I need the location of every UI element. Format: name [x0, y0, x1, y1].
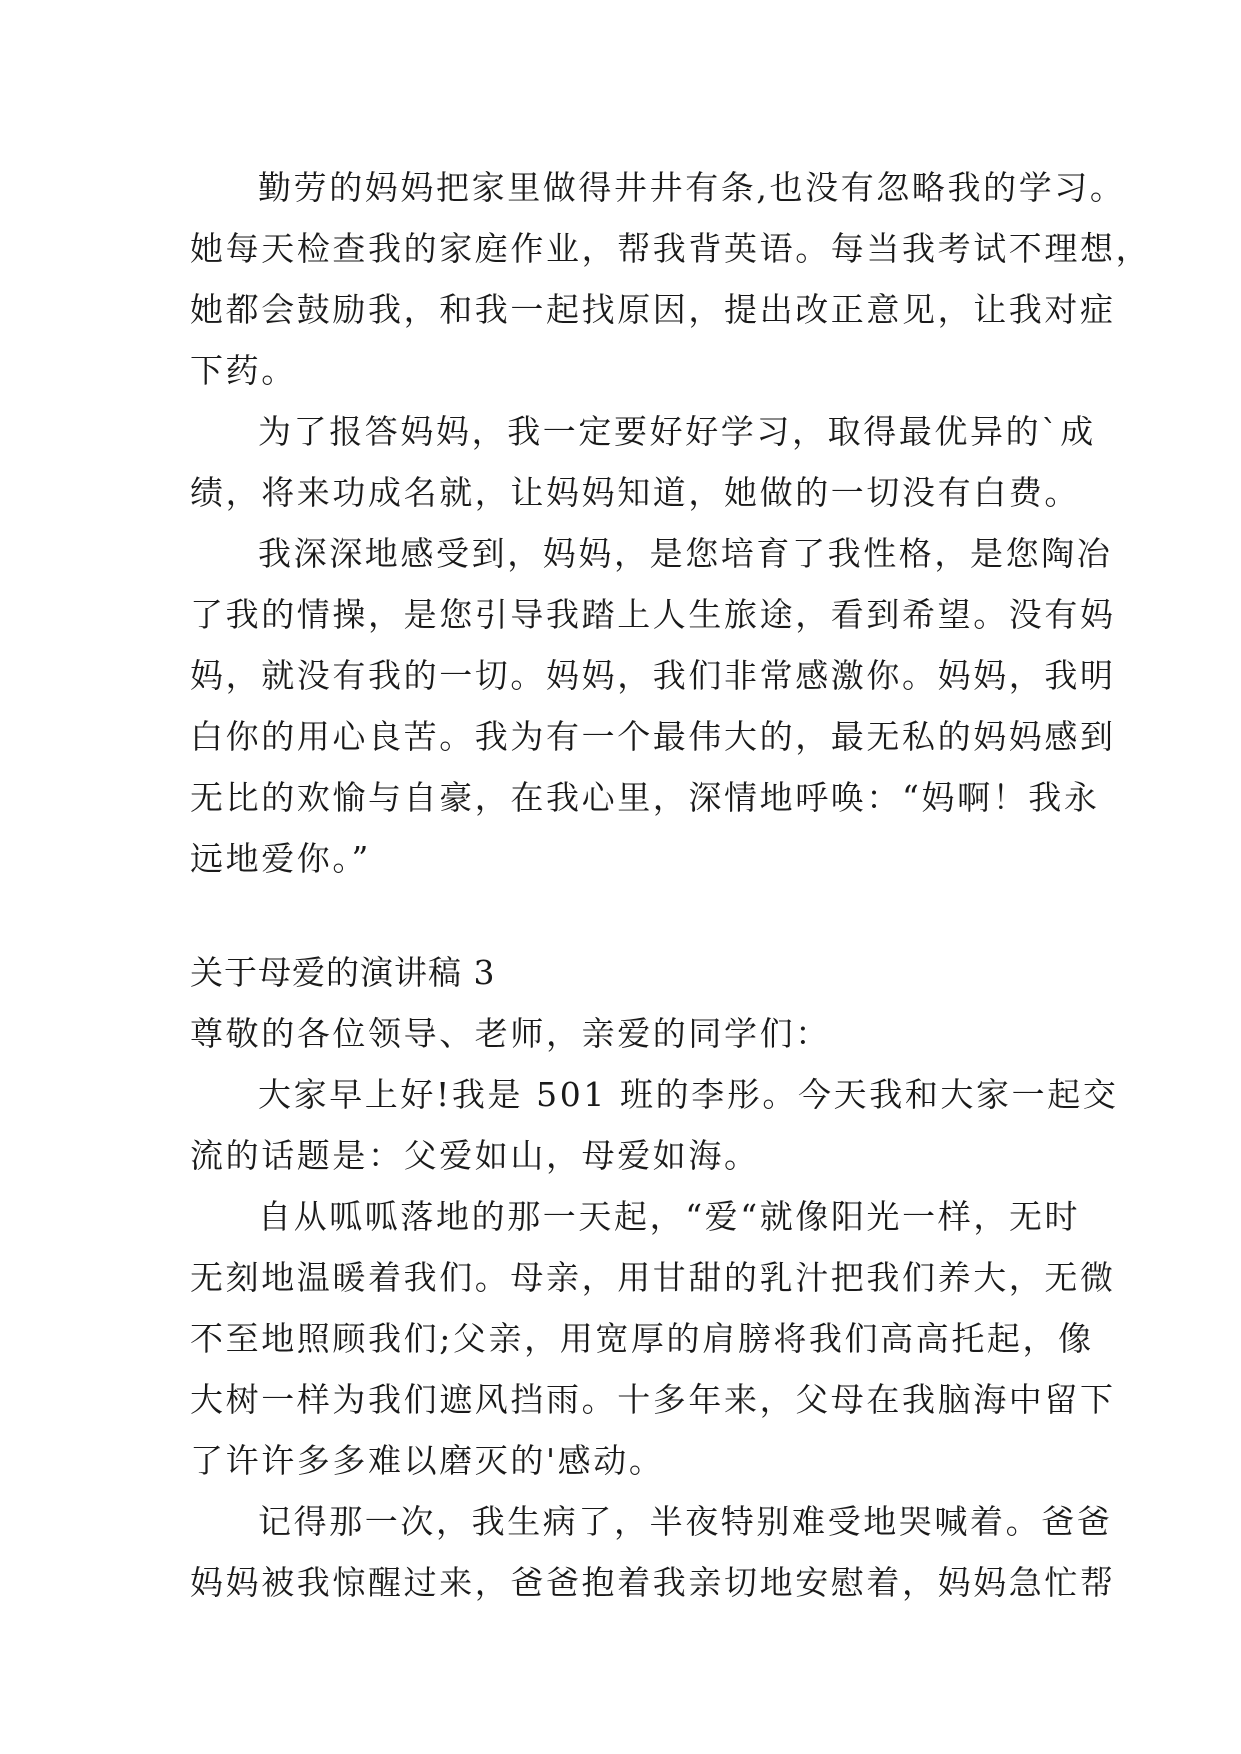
paragraph-6-line-2: 妈妈被我惊醒过来，爸爸抱着我亲切地安慰着，妈妈急忙帮 [190, 1563, 1116, 1602]
paragraph-5-line-1: 自从呱呱落地的那一天起，“爱“就像阳光一样，无时 [258, 1197, 1081, 1236]
paragraph-6-line-1: 记得那一次，我生病了，半夜特别难受地哭喊着。爸爸 [258, 1502, 1113, 1541]
paragraph-3-line-6: 远地爱你。” [190, 839, 371, 878]
paragraph-1-line-4: 下药。 [190, 351, 297, 390]
paragraph-3-line-5: 无比的欢愉与自豪，在我心里，深情地呼唤：“妈啊！我永 [190, 778, 1100, 817]
paragraph-1-line-1: 勤劳的妈妈把家里做得井井有条,也没有忽略我的学习。 [258, 168, 1126, 207]
paragraph-1-line-3: 她都会鼓励我，和我一起找原因，提出改正意见，让我对症 [190, 290, 1116, 329]
paragraph-5-line-3: 不至地照顾我们;父亲，用宽厚的肩膀将我们高高托起，像 [190, 1319, 1094, 1358]
paragraph-5-line-5: 了许许多多难以磨灭的'感动。 [190, 1441, 665, 1480]
paragraph-3-line-3: 妈，就没有我的一切。妈妈，我们非常感激你。妈妈，我明 [190, 656, 1116, 695]
paragraph-2-line-2: 绩，将来功成名就，让妈妈知道，她做的一切没有白费。 [190, 473, 1080, 512]
salutation: 尊敬的各位领导、老师，亲爱的同学们： [190, 1014, 831, 1053]
paragraph-3-line-1: 我深深地感受到，妈妈，是您培育了我性格，是您陶冶 [258, 534, 1113, 573]
paragraph-5-line-4: 大树一样为我们遮风挡雨。十多年来，父母在我脑海中留下 [190, 1380, 1116, 1419]
paragraph-1-line-2: 她每天检查我的家庭作业，帮我背英语。每当我考试不理想， [190, 229, 1152, 268]
paragraph-2-line-1: 为了报答妈妈，我一定要好好学习，取得最优异的`成 [258, 412, 1096, 451]
paragraph-4-line-2: 流的话题是：父爱如山，母爱如海。 [190, 1136, 760, 1175]
paragraph-3-line-4: 白你的用心良苦。我为有一个最伟大的，最无私的妈妈感到 [190, 717, 1116, 756]
paragraph-5-line-2: 无刻地温暖着我们。母亲，用甘甜的乳汁把我们养大，无微 [190, 1258, 1116, 1297]
section-title: 关于母爱的演讲稿 3 [190, 953, 496, 992]
paragraph-3-line-2: 了我的情操，是您引导我踏上人生旅途，看到希望。没有妈 [190, 595, 1116, 634]
paragraph-4-line-1: 大家早上好!我是 501 班的李彤。今天我和大家一起交 [258, 1075, 1119, 1114]
